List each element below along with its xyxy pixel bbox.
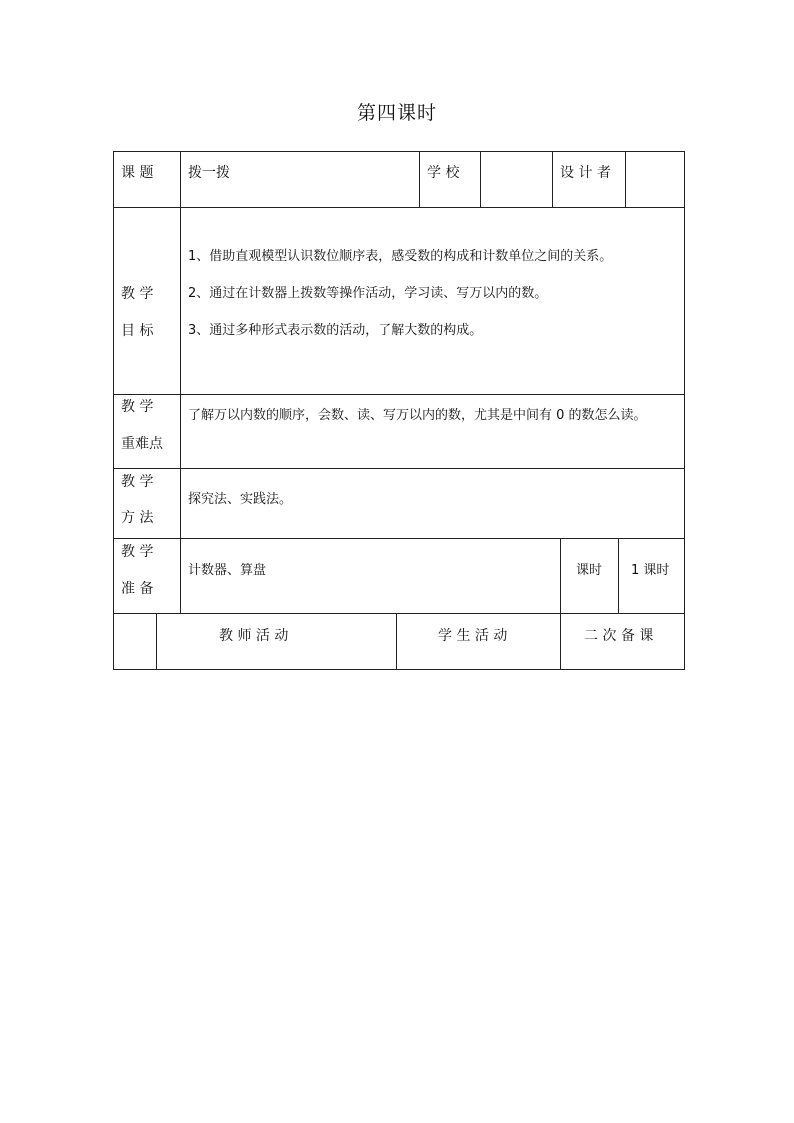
objective-item: 3、通过多种形式表示数的活动，了解大数的构成。 (188, 323, 483, 338)
objective-item: 1、借助直观模型认识数位顺序表，感受数的构成和计数单位之间的关系。 (188, 249, 613, 264)
col-divider (618, 538, 619, 614)
col-divider (560, 613, 561, 670)
preparation-value: 计数器、算盘 (188, 563, 267, 578)
table-border-top (113, 151, 685, 152)
methods-value: 探究法、实践法。 (188, 492, 293, 507)
col-divider (156, 613, 157, 670)
page-title: 第四课时 (356, 102, 437, 124)
student-activity-header: 学 生 活 动 (438, 628, 508, 644)
col-divider (396, 613, 397, 670)
col-divider (480, 151, 481, 208)
col-divider (552, 151, 553, 208)
row-divider (113, 207, 685, 208)
preparation-label-line2: 准 备 (121, 581, 154, 597)
topic-value: 拨一拨 (188, 165, 230, 181)
methods-label-line2: 方 法 (121, 510, 154, 526)
col-divider (625, 151, 626, 208)
objectives-label-line1: 教 学 (121, 286, 154, 302)
period-value: 1 课时 (631, 563, 670, 578)
designer-label: 设 计 者 (560, 165, 611, 181)
table-border-left (113, 151, 114, 670)
row-divider (113, 468, 685, 469)
second-prep-header: 二 次 备 课 (584, 628, 654, 644)
period-label: 课时 (576, 563, 603, 578)
methods-label-line1: 教 学 (121, 474, 154, 490)
keypoints-label-line1: 教 学 (121, 399, 154, 415)
label-column-divider (180, 151, 181, 614)
preparation-label-line1: 教 学 (121, 544, 154, 560)
objectives-label-line2: 目 标 (121, 323, 154, 339)
row-divider (113, 613, 685, 614)
table-border-right (684, 151, 685, 670)
teacher-activity-header: 教 师 活 动 (219, 628, 289, 644)
objective-item: 2、通过在计数器上拨数等操作活动，学习读、写万以内的数。 (188, 286, 548, 301)
topic-label: 课 题 (121, 165, 154, 181)
keypoints-value: 了解万以内数的顺序，会数、读、写万以内的数，尤其是中间有 0 的数怎么读。 (188, 408, 647, 423)
keypoints-label-line2: 重难点 (121, 436, 163, 452)
row-divider (113, 538, 685, 539)
school-label: 学 校 (427, 165, 460, 181)
col-divider (419, 151, 420, 208)
row-divider (113, 394, 685, 395)
table-border-bottom (113, 669, 685, 670)
col-divider (560, 538, 561, 614)
